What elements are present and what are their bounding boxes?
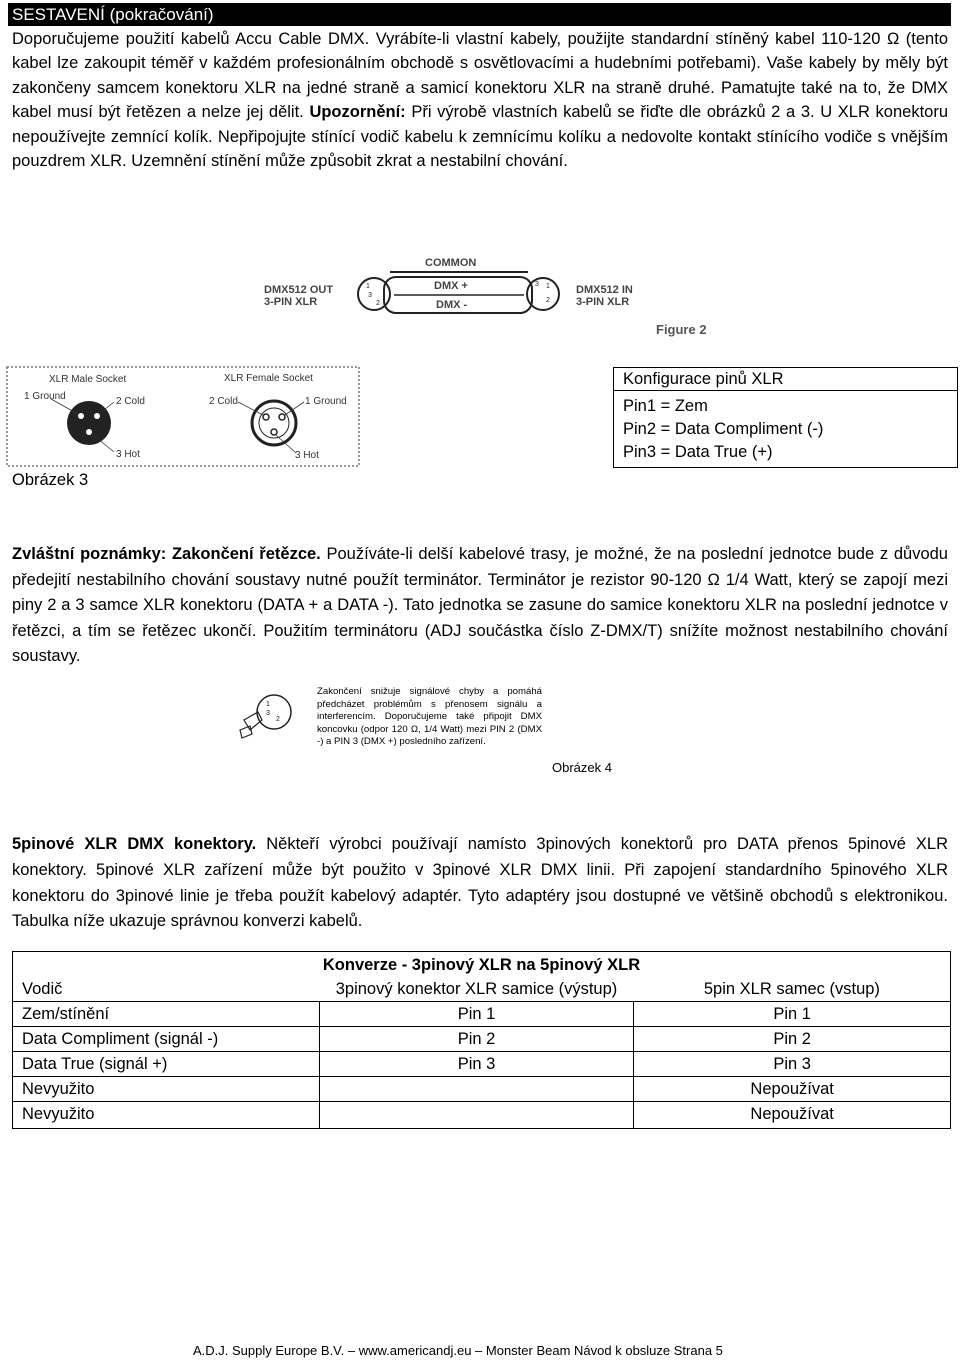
termination-text: Používáte-li delší kabelové trasy, je možné, že na poslední jednotce bude z důvodu předejití nestabilního chování soustavy nutné použít terminátor. Terminátor je rezistor 90-120 Ω 1/4 Watt, který se zapojí mezi piny 2 a 3 samce XLR konektoru (DATA + a DATA -). Tato jednotka se zasune do samice konektoru XLR na poslední jednotce v řetězci, a tím se řetězec ukončí. Použitím terminátoru (ADJ součástka číslo Z-DMX/T) snížíte možnost nestabilního chování soustavy. bbox=[12, 545, 948, 666]
table-row bbox=[13, 1077, 951, 1102]
svg-text:1 Ground: 1 Ground bbox=[24, 391, 66, 402]
page-footer: A.D.J. Supply Europe B.V. – www.americandj.eu – Monster Beam Návod k obsluze Strana 5 bbox=[193, 1343, 723, 1358]
fivepin-heading: 5pinové XLR DMX konektory. bbox=[12, 835, 257, 853]
terminator-plug-icon bbox=[236, 690, 300, 742]
figure-2-diagram bbox=[258, 250, 728, 345]
xlr-male-icon bbox=[67, 401, 111, 445]
table-cell bbox=[319, 1077, 634, 1102]
female-socket-title: XLR Female Socket bbox=[224, 373, 313, 384]
conversion-table bbox=[12, 951, 951, 1129]
table-title: Konverze - 3pinový XLR na 5pinový XLR bbox=[322, 956, 641, 974]
table-cell: Pin 2 bbox=[319, 1027, 634, 1052]
figure-4-caption: Obrázek 4 bbox=[552, 760, 612, 775]
svg-text:1: 1 bbox=[366, 283, 370, 290]
svg-text:1: 1 bbox=[546, 283, 550, 290]
svg-text:3: 3 bbox=[535, 281, 539, 288]
dmx-plus-label: DMX + bbox=[434, 280, 468, 292]
svg-text:3 Hot: 3 Hot bbox=[295, 450, 319, 461]
table-cell: Nevyužito bbox=[13, 1102, 320, 1129]
svg-text:2 Cold: 2 Cold bbox=[209, 396, 238, 407]
table-cell: Nepoužívat bbox=[634, 1077, 951, 1102]
svg-text:2: 2 bbox=[376, 300, 380, 307]
svg-text:1 Ground: 1 Ground bbox=[305, 396, 347, 407]
table-cell bbox=[319, 1102, 634, 1129]
table-cell: Nevyužito bbox=[13, 1077, 320, 1102]
figure-2-caption: Figure 2 bbox=[656, 322, 707, 337]
pin-config-box bbox=[613, 367, 958, 468]
svg-text:1: 1 bbox=[266, 701, 270, 708]
termination-heading: Zvláštní poznámky: Zakončení řetězce. bbox=[12, 545, 321, 563]
table-cell: Pin 1 bbox=[319, 1002, 634, 1027]
figure-4-note: Zakončení snižuje signálové chyby a pomáhá předcházet problémům s přenosem signálu a interferencím. Doporučujeme také připojit DMX koncovku (odpor 120 Ω, 1/4 Watt) mezi PIN 2 (DMX -) a PIN 3 (DMX +) posledního zařízení. bbox=[317, 686, 542, 748]
warning-text: Při výrobě vlastních kabelů se řiďte dle obrázků 2 a 3. U XLR konektoru nepoužívejte zemnící kolík. Nepřipojujte stínící vodič kabelu k zemnícímu kolíku a nedovolte kontakt stínícího vodiče s vnějším pouzdrem XLR. Uzemnění stínění může způsobit zkrat a nestabilní chování. bbox=[12, 103, 948, 171]
warning-label: Upozornění: bbox=[309, 103, 406, 122]
svg-text:2: 2 bbox=[276, 716, 280, 723]
pin-config-title: Konfigurace pinů XLR bbox=[614, 368, 957, 391]
table-header-cell: 3pinový konektor XLR samice (výstup) bbox=[319, 977, 634, 1002]
table-row bbox=[13, 1027, 951, 1052]
table-row bbox=[13, 1002, 951, 1027]
table-cell: Pin 1 bbox=[634, 1002, 951, 1027]
dmx-in-pin-label: 3-PIN XLR bbox=[576, 296, 630, 308]
common-label: COMMON bbox=[425, 257, 477, 269]
table-cell: Pin 3 bbox=[634, 1052, 951, 1077]
table-cell: Zem/stínění bbox=[13, 1002, 320, 1027]
dmx-out-pin-label: 3-PIN XLR bbox=[264, 296, 318, 308]
table-cell: Pin 3 bbox=[319, 1052, 634, 1077]
dmx-in-label: DMX512 IN bbox=[576, 284, 633, 296]
svg-text:3: 3 bbox=[368, 292, 372, 299]
figure-3-diagram bbox=[6, 366, 362, 468]
termination-paragraph bbox=[12, 542, 948, 670]
table-row bbox=[13, 1052, 951, 1077]
dmx-out-label: DMX512 OUT bbox=[264, 284, 334, 296]
pin-config-row: Pin2 = Data Compliment (-) bbox=[623, 420, 824, 438]
male-socket-title: XLR Male Socket bbox=[49, 374, 127, 385]
table-header-row bbox=[13, 977, 951, 1002]
table-cell: Data True (signál +) bbox=[13, 1052, 320, 1077]
dmx-minus-label: DMX - bbox=[436, 299, 468, 311]
intro-paragraph bbox=[12, 27, 948, 173]
svg-text:2: 2 bbox=[546, 297, 550, 304]
pin-config-row: Pin3 = Data True (+) bbox=[623, 443, 773, 461]
table-cell: Pin 2 bbox=[634, 1027, 951, 1052]
table-cell: Nepoužívat bbox=[634, 1102, 951, 1129]
svg-text:2 Cold: 2 Cold bbox=[116, 396, 145, 407]
fivepin-text: Někteří výrobci používají namísto 3pinových konektorů pro DATA přenos 5pinové XLR konektory. 5pinové XLR zařízení může být použito v 3pinové XLR DMX linii. Při zapojení standardního 5pinového XLR konektoru do 3pinové linie je třeba použít kabelový adaptér. Tyto adaptéry jsou dostupné ve většině obchodů s elektronikou. Tabulka níže ukazuje správnou konverzi kabelů. bbox=[12, 835, 948, 931]
figure-3-caption: Obrázek 3 bbox=[12, 471, 89, 489]
svg-text:3 Hot: 3 Hot bbox=[116, 449, 140, 460]
table-row bbox=[13, 1102, 951, 1129]
pin-config-row: Pin1 = Zem bbox=[623, 397, 708, 415]
fivepin-paragraph bbox=[12, 832, 948, 935]
intro-text: Doporučujeme použití kabelů Accu Cable DMX. Vyrábíte-li vlastní kabely, použijte standardní stíněný kabel 110-120 Ω (tento kabel lze zakoupit téměř v každém profesionálním obchodě s osvětlovacími a hudebními potřebami). Vaše kabely by měly být zakončeny samcem konektoru XLR na jedné straně a samicí konektoru XLR na straně druhé. Pamatujte také na to, že DMX kabel musí být řetězen a nelze jej dělit. bbox=[12, 30, 948, 122]
table-cell: Data Compliment (signál -) bbox=[13, 1027, 320, 1052]
table-header-cell: 5pin XLR samec (vstup) bbox=[634, 977, 951, 1002]
table-header-cell: Vodič bbox=[13, 977, 320, 1002]
svg-text:3: 3 bbox=[266, 710, 270, 717]
section-header: SESTAVENÍ (pokračování) bbox=[8, 3, 951, 26]
table-title-row bbox=[13, 952, 951, 978]
